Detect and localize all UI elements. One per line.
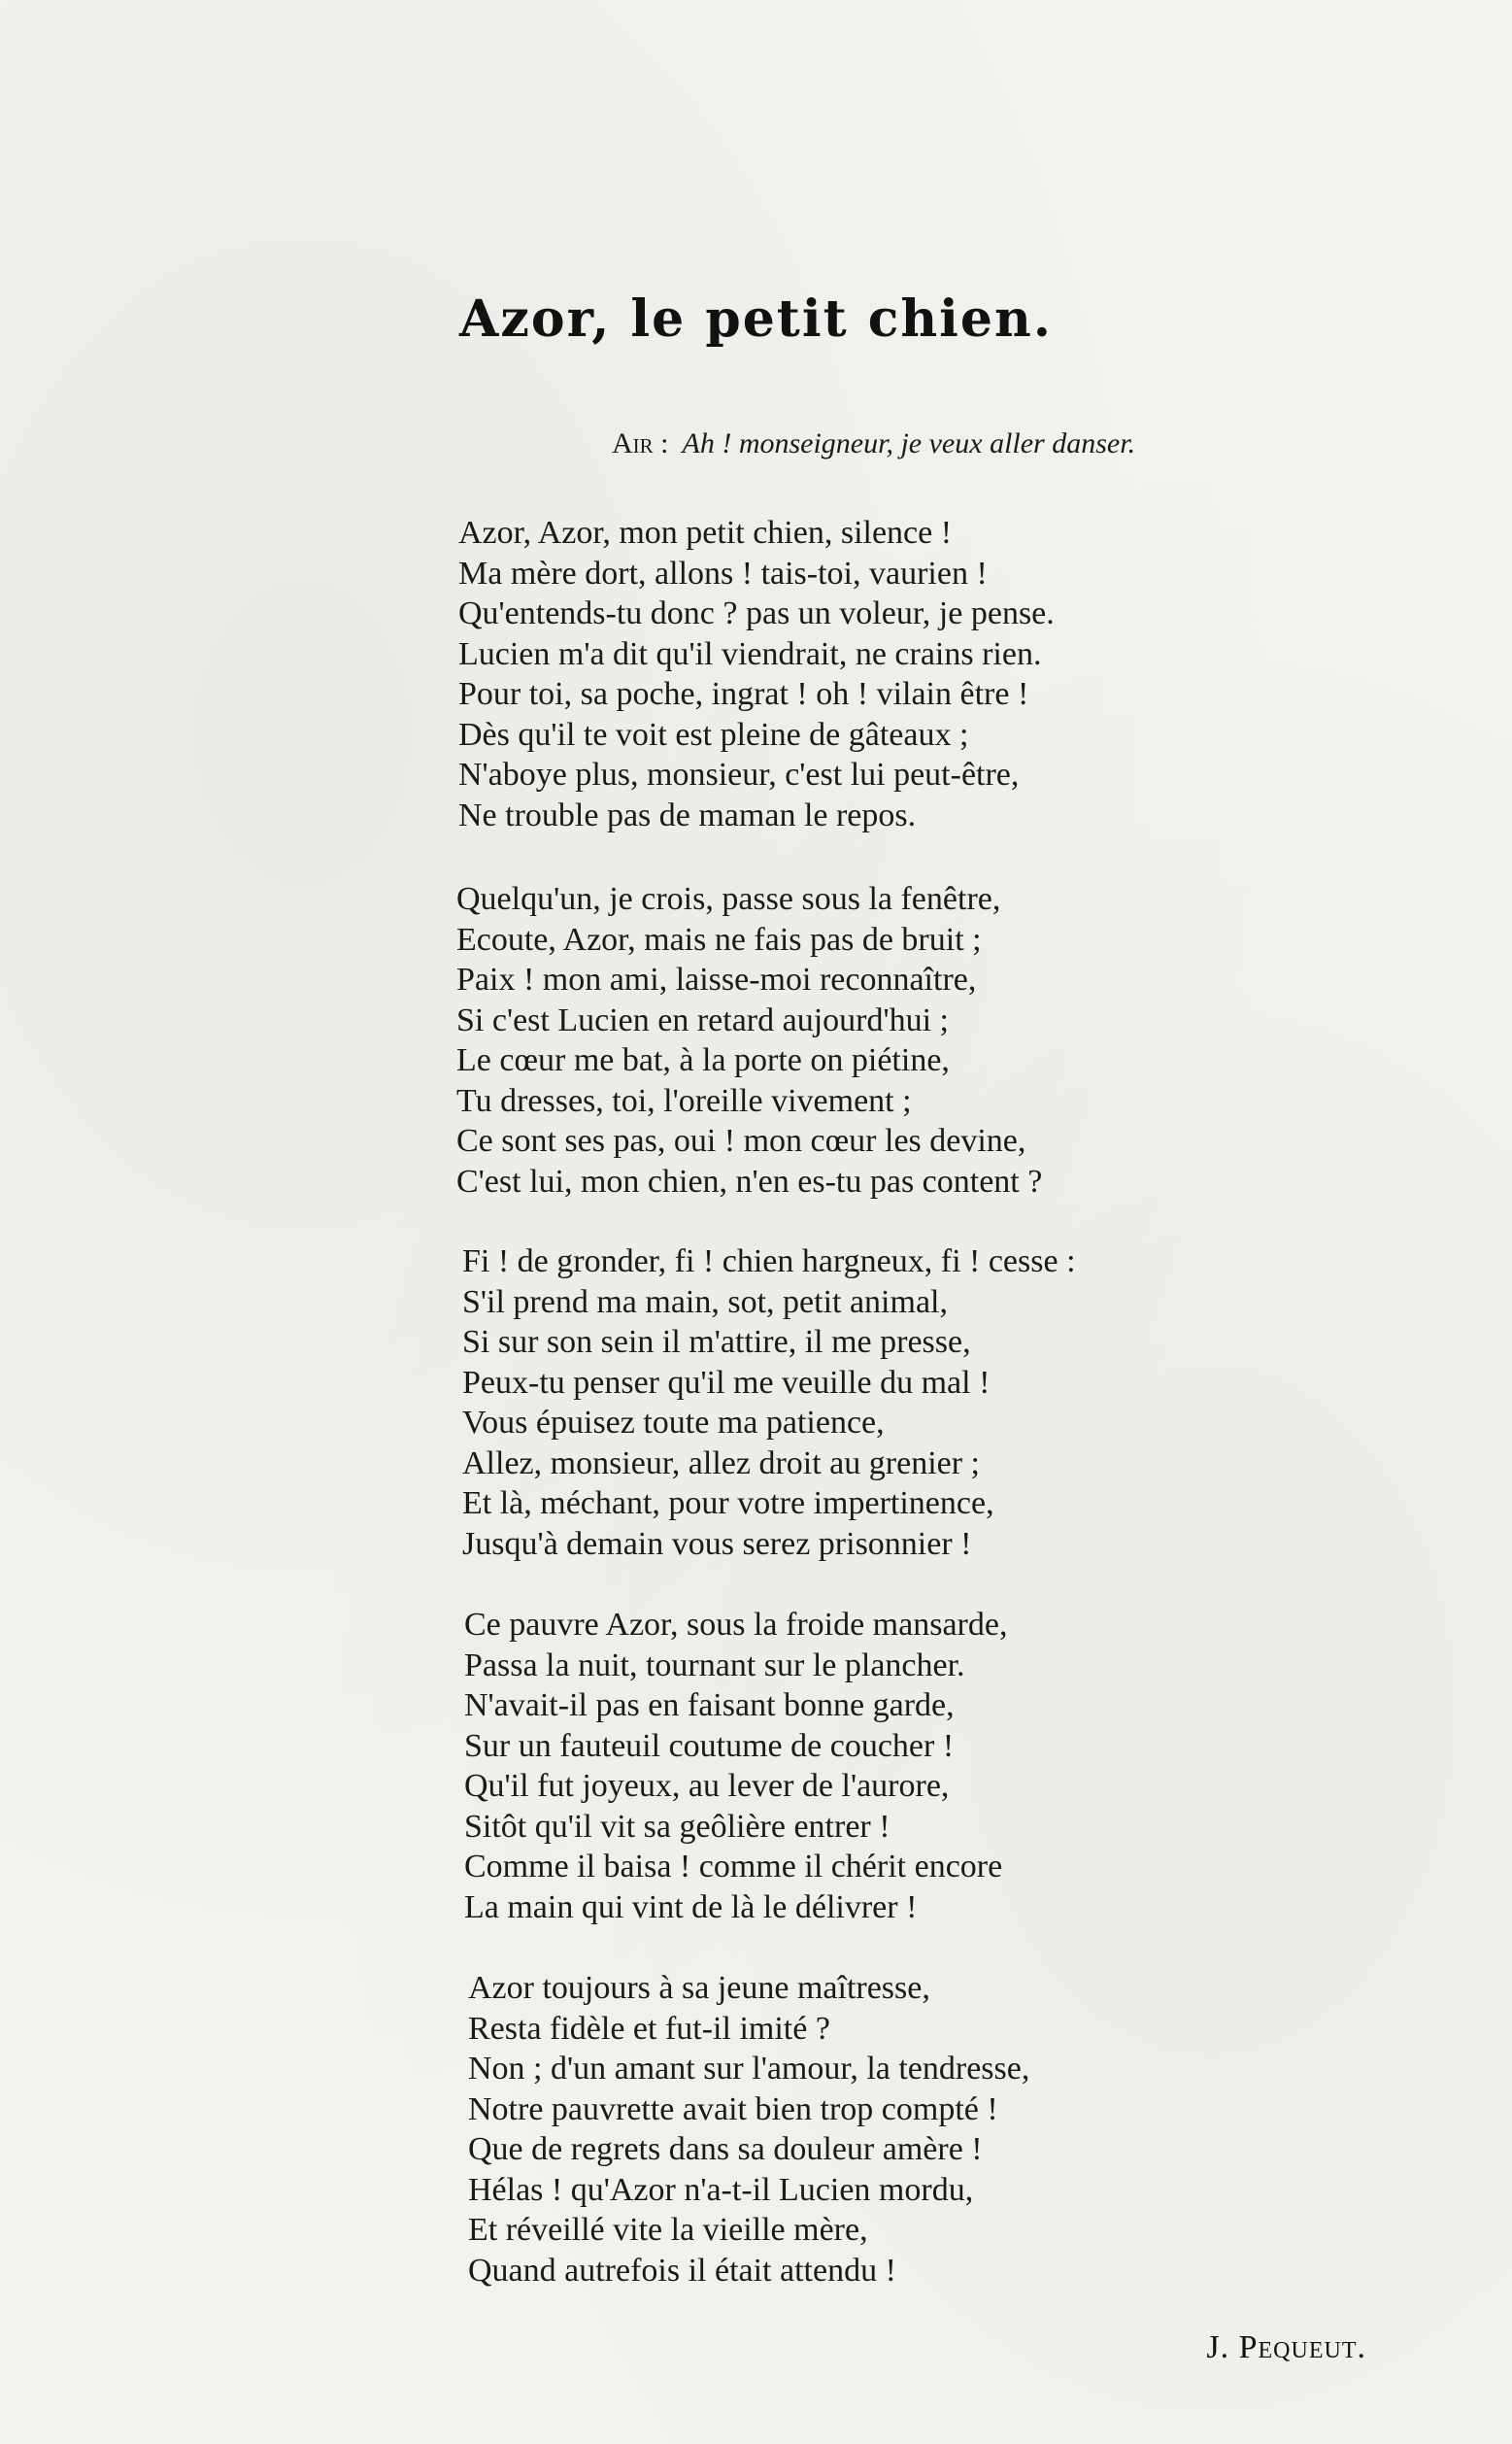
tune-label: Air : <box>612 427 669 459</box>
verse-line: Allez, monsieur, allez droit au grenier ; <box>462 1444 980 1481</box>
verse-line: Pour toi, sa poche, ingrat ! oh ! vilain être ! <box>458 676 1029 712</box>
tune-indication <box>612 427 1135 460</box>
verse-line: Notre pauvrette avait bien trop compté ! <box>468 2090 998 2127</box>
verse-line: Ma mère dort, allons ! tais-toi, vaurien ! <box>458 555 988 592</box>
verse-line: La main qui vint de là le délivrer ! <box>464 1888 918 1925</box>
verse-line: Azor, Azor, mon petit chien, silence ! <box>458 515 953 551</box>
verse-line: Vous épuisez toute ma patience, <box>462 1405 885 1441</box>
verse-line: Passa la nuit, tournant sur le plancher. <box>464 1646 965 1683</box>
verse-line: Fi ! de gronder, fi ! chien hargneux, fi ! cesse : <box>462 1243 1076 1279</box>
verse-line: Qu'il fut joyeux, au lever de l'aurore, <box>464 1768 950 1804</box>
tune-name: Ah ! monseigneur, je veux aller danser. <box>682 427 1136 459</box>
verse-line: Si c'est Lucien en retard aujourd'hui ; <box>456 1001 949 1038</box>
verse-line: Ecoute, Azor, mais ne fais pas de bruit ; <box>456 921 982 958</box>
verse-line: Comme il baisa ! comme il chérit encore <box>464 1849 1003 1884</box>
verse-line: Si sur son sein il m'attire, il me presse, <box>462 1324 971 1360</box>
verse-line: Et réveillé vite la vieille mère, <box>468 2212 868 2248</box>
verse-line: Et là, méchant, pour votre impertinence, <box>462 1485 994 1521</box>
verse-line: Ne trouble pas de maman le repos. <box>458 797 917 833</box>
stanza-4 <box>464 1605 1007 1927</box>
verse-line: Le cœur me bat, à la porte on piétine, <box>456 1042 950 1078</box>
verse-line: Ce sont ses pas, oui ! mon cœur les devine, <box>456 1123 1026 1159</box>
verse-line: Ce pauvre Azor, sous la froide mansarde, <box>464 1607 1008 1643</box>
verse-line: N'aboye plus, monsieur, c'est lui peut-être, <box>458 757 1020 793</box>
verse-line: Paix ! mon ami, laisse-moi reconnaître, <box>456 962 977 998</box>
verse-line: Dès qu'il te voit est pleine de gâteaux ; <box>458 716 969 753</box>
verse-line: Qu'entends-tu donc ? pas un voleur, je pense. <box>458 595 1055 631</box>
stanza-5 <box>468 1968 1029 2291</box>
verse-line: Azor toujours à sa jeune maîtresse, <box>468 1970 930 2006</box>
verse-line: Sitôt qu'il vit sa geôlière entrer ! <box>464 1808 890 1845</box>
verse-line: N'avait-il pas en faisant bonne garde, <box>464 1687 955 1723</box>
verse-line: Hélas ! qu'Azor n'a-t-il Lucien mordu, <box>468 2171 974 2208</box>
verse-line: Peux-tu penser qu'il me veuille du mal ! <box>462 1364 991 1401</box>
verse-line: S'il prend ma main, sot, petit animal, <box>462 1283 948 1320</box>
verse-line: Que de regrets dans sa douleur amère ! <box>468 2131 983 2167</box>
verse-line: Quand autrefois il était attendu ! <box>468 2252 896 2289</box>
stanza-2 <box>456 879 1042 1202</box>
author-signature: J. Pequeut. <box>1206 2329 1366 2365</box>
stanza-1 <box>458 513 1055 835</box>
poem-title: Azor, le petit chien. <box>459 289 1053 349</box>
verse-line: C'est lui, mon chien, n'en es-tu pas content ? <box>456 1163 1043 1200</box>
stanza-3 <box>462 1241 1076 1564</box>
verse-line: Tu dresses, toi, l'oreille vivement ; <box>456 1082 912 1119</box>
verse-line: Quelqu'un, je crois, passe sous la fenêtre, <box>456 881 1001 917</box>
verse-line: Jusqu'à demain vous serez prisonnier ! <box>462 1525 972 1562</box>
verse-line: Sur un fauteuil coutume de coucher ! <box>464 1727 955 1764</box>
verse-line: Lucien m'a dit qu'il viendrait, ne crains rien. <box>458 635 1042 672</box>
verse-line: Non ; d'un amant sur l'amour, la tendresse, <box>468 2051 1030 2087</box>
verse-line: Resta fidèle et fut-il imité ? <box>468 2010 830 2047</box>
